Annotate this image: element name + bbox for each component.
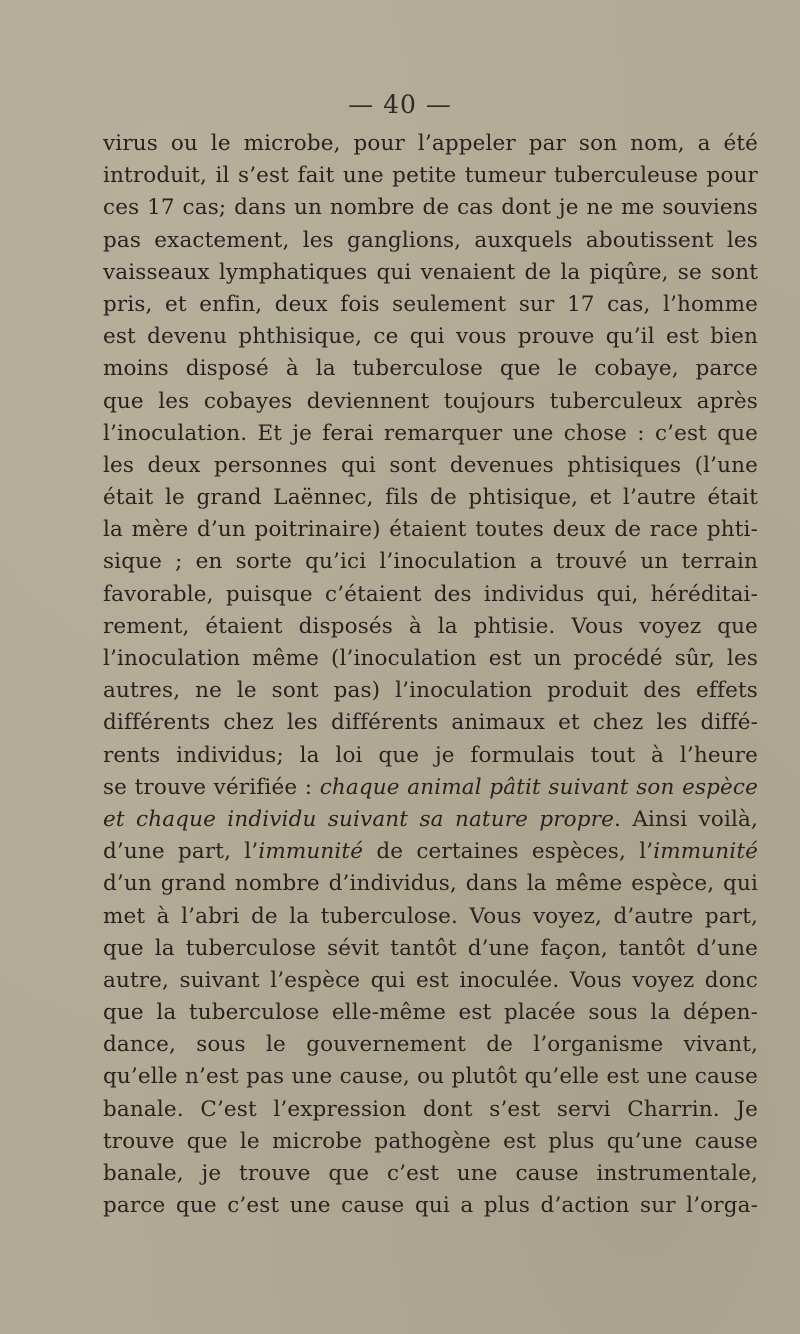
text-segment: vaisseaux lymphatiques qui venaient de la piqûre, se sont — [103, 259, 758, 285]
text-line — [103, 901, 758, 933]
text-line — [103, 418, 758, 450]
text-segment: dance, sous le gouvernement de l’organisme vivant, — [103, 1032, 758, 1058]
text-line — [103, 450, 758, 482]
text-segment: autre, suivant l’espèce qui est inoculée. Vous voyez donc — [103, 967, 758, 993]
text-segment: pas exactement, les ganglions, auxquels aboutissent les — [103, 227, 758, 253]
text-line — [103, 1094, 758, 1126]
text-segment: rement, étaient disposés à la phtisie. Vous voyez que — [103, 613, 758, 639]
text-line — [103, 804, 758, 836]
text-line — [103, 772, 758, 804]
text-segment: est devenu phthisique, ce qui vous prouve qu’il est bien — [103, 324, 758, 350]
body-text — [103, 128, 758, 1222]
text-segment: l’inoculation même (l’inoculation est un procédé sûr, les — [103, 646, 758, 671]
text-segment: favorable, puisque c’étaient des individus qui, héréditai- — [103, 581, 758, 607]
text-segment: parce que c’est une cause qui a plus d’action sur l’orga- — [103, 1193, 758, 1219]
italic-text: immunité — [258, 839, 364, 865]
text-line — [103, 321, 758, 353]
text-line — [103, 353, 758, 385]
text-line — [103, 997, 758, 1029]
text-segment: que la tuberculose elle-même est placée sous la dépen- — [103, 1000, 758, 1026]
text-line — [103, 579, 758, 611]
text-segment: d’un grand nombre d’individus, dans la même espèce, qui — [103, 871, 758, 897]
text-line — [103, 1061, 758, 1093]
text-segment: introduit, il s’est fait une petite tumeur tuberculeuse pour — [103, 163, 758, 189]
text-segment: différents chez les différents animaux et chez les diffé- — [103, 710, 758, 736]
text-line — [103, 611, 758, 643]
italic-text: et chaque individu suivant sa nature propre — [103, 806, 614, 832]
italic-text: chaque animal pâtit suivant son espèce — [319, 774, 758, 800]
text-line — [103, 965, 758, 997]
text-segment: pris, et enfin, deux fois seulement sur 17 cas, l’homme — [103, 291, 758, 317]
text-line — [103, 868, 758, 900]
text-line — [103, 933, 758, 965]
text-segment: d’une part, l’ — [103, 839, 259, 865]
text-line — [103, 386, 758, 418]
text-segment: se trouve vérifiée : — [103, 774, 320, 800]
text-line — [103, 482, 758, 514]
italic-text: immunité — [653, 839, 758, 865]
text-segment: . Ainsi voilà, — [614, 806, 758, 832]
text-line — [103, 1158, 758, 1190]
text-segment: moins disposé à la tuberculose que le cobaye, parce — [103, 356, 758, 382]
text-line — [103, 225, 758, 257]
text-segment: la mère d’un poitrinaire) étaient toutes deux de race phti- — [103, 517, 758, 543]
text-segment: était le grand Laënnec, fils de phtisique, et l’autre était — [103, 485, 758, 511]
text-line — [103, 643, 758, 675]
text-line — [103, 675, 758, 707]
text-segment: met à l’abri de la tuberculose. Vous voyez, d’autre part, — [103, 903, 758, 929]
text-segment: sique ; en sorte qu’ici l’inoculation a trouvé un terrain — [103, 549, 758, 575]
text-line — [103, 1029, 758, 1061]
text-line — [103, 740, 758, 772]
text-line — [103, 836, 758, 868]
text-segment: qu’elle n’est pas une cause, ou plutôt qu’elle est une cause — [103, 1064, 758, 1090]
text-line — [103, 160, 758, 192]
text-segment: ces 17 cas; dans un nombre de cas dont je ne me souviens — [103, 195, 758, 221]
text-line — [103, 546, 758, 578]
text-segment: virus ou le microbe, pour l’appeler par son nom, a été — [103, 131, 758, 156]
page-number: — 40 — — [348, 90, 452, 119]
text-segment: autres, ne le sont pas) l’inoculation produit des effets — [103, 678, 758, 704]
text-line — [103, 707, 758, 739]
text-line — [103, 514, 758, 546]
text-segment: rents individus; la loi que je formulais tout à l’heure — [103, 742, 758, 768]
text-line — [103, 1190, 758, 1222]
text-segment: de certaines espèces, l’ — [363, 839, 654, 865]
text-line — [103, 257, 758, 289]
text-segment: que la tuberculose sévit tantôt d’une façon, tantôt d’une — [103, 935, 758, 961]
text-line — [103, 128, 758, 160]
text-segment: trouve que le microbe pathogène est plus qu’une cause — [103, 1128, 758, 1154]
text-segment: que les cobayes deviennent toujours tuberculeux après — [103, 388, 758, 414]
text-segment: banale. C’est l’expression dont s’est servi Charrin. Je — [103, 1096, 758, 1122]
text-segment: banale, je trouve que c’est une cause instrumentale, — [103, 1161, 758, 1186]
text-line — [103, 192, 758, 224]
text-line — [103, 289, 758, 321]
text-segment: les deux personnes qui sont devenues phtisiques (l’une — [103, 452, 758, 478]
text-segment: l’inoculation. Et je ferai remarquer une chose : c’est que — [103, 420, 758, 446]
text-line — [103, 1126, 758, 1158]
